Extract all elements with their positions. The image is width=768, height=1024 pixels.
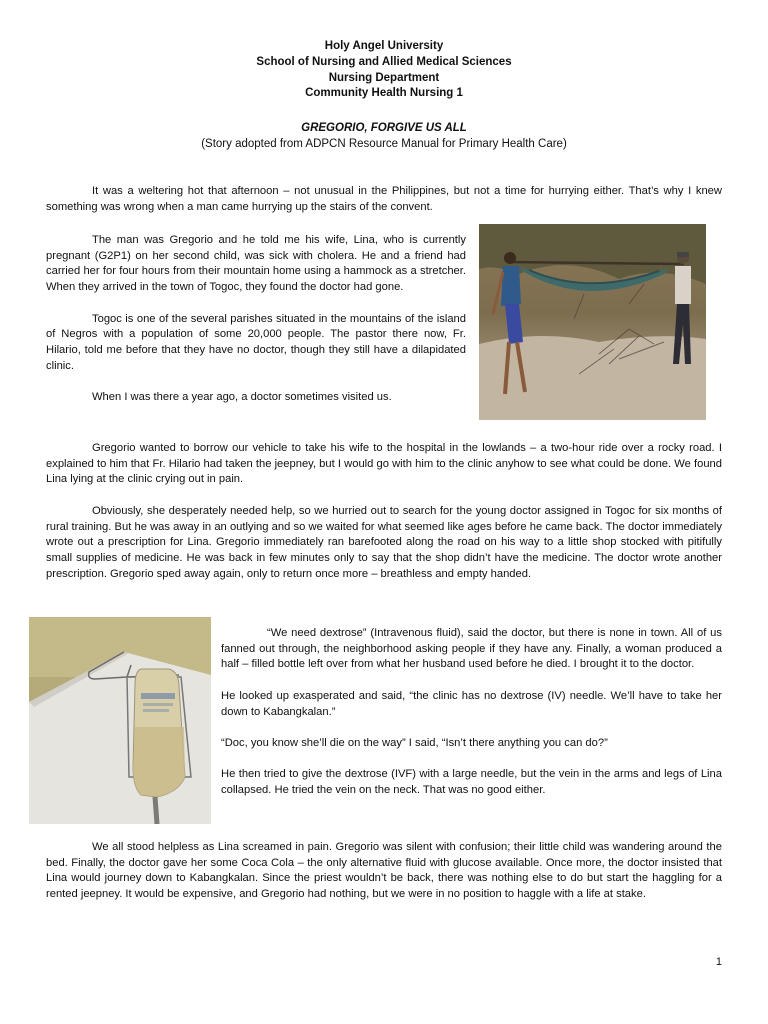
story-heading <box>0 120 768 152</box>
paragraph-9: “Doc, you know she’ll die on the way” I said, “Isn’t there anything you can do?” <box>221 736 608 749</box>
university-name: Holy Angel University <box>324 40 444 52</box>
story-title: GREGORIO, FORGIVE US ALL <box>301 122 467 134</box>
paragraph-block <box>46 441 722 582</box>
paragraph-2: The man was Gregorio and he told me his wife, Lina, who is currently pregnant (G2P1) on her second child, was sick with cholera. He and a friend had carried her for four hours from their mountain home using a hammock as a stretcher. When they arrived in the town of Togoc, they found the doctor had gone. <box>46 234 466 294</box>
paragraph-1: It was a weltering hot that afternoon – not unusual in the Philippines, but not a time for hurrying either. That’s why I knew something was wrong when a man came hurrying up the stairs of the convent. <box>46 185 722 213</box>
paragraph-block <box>221 626 722 799</box>
page-number: 1 <box>715 956 722 968</box>
paragraph-7: “We need dextrose” (Intravenous fluid), said the doctor, but there is none in town. All of us fanned out through, the neighborhood asking people if they have any. Finally, a woman produced a half – filled bottle left over from what her husband used before he died. I brought it to the doctor. <box>221 627 722 671</box>
iv-bag-photo <box>29 617 211 824</box>
paragraph-10: He then tried to give the dextrose (IVF) with a large needle, but the vein in the arms and legs of Lina collapsed. He tried the vein on the neck. That was no good either. <box>221 768 722 796</box>
department-name: Nursing Department <box>328 71 440 84</box>
paragraph-block <box>46 840 722 903</box>
story-source: (Story adopted from ADPCN Resource Manual for Primary Health Care) <box>201 138 567 150</box>
paragraph-block <box>46 233 466 406</box>
paragraph-5: Gregorio wanted to borrow our vehicle to take his wife to the hospital in the lowlands – a two-hour ride over a rocky road. I explained to him that Fr. Hilario had taken the jeepney, but I would go with him to the clinic anyhow to see what could be done. We found Lina lying at the clinic crying out in pain. <box>46 442 722 486</box>
paragraph-11: We all stood helpless as Lina screamed in pain. Gregorio was silent with confusion; their little child was wandering around the bed. Finally, the doctor gave her some Coca Cola – the only alternative fluid with glucose available. Once more, the doctor insisted that Lina would journey down to Kabangkalan. Since the priest wouldn’t be back, there was nothing else to do but start the haggling for a rented jeepney. It would be expensive, and Gregorio had nothing, but we were in no position to haggle with a life at stake. <box>46 841 722 901</box>
paragraph-block <box>46 184 722 215</box>
paragraph-8: He looked up exasperated and said, “the clinic has no dextrose (IV) needle. We’ll have to take her down to Kabangkalan.” <box>221 689 722 718</box>
school-name: School of Nursing and Allied Medical Sciences <box>256 55 512 68</box>
hammock-stretcher-photo <box>479 224 706 420</box>
course-name: Community Health Nursing 1 <box>305 87 463 100</box>
paragraph-6: Obviously, she desperately needed help, so we hurried out to search for the young doctor assigned in Togoc for six months of rural training. But he was away in an outlying and so we waited for what seemed like ages before he came back. The doctor immediately wrote out a prescription for Lina. Gregorio immediately ran barefooted along the road on his way to a little shop stocked with pitifully small supplies of medicine. He was back in few minutes only to say that the shop didn’t have the medicine. The doctor wrote another prescription. Gregorio sped away again, only to return once more – breathless and empty handed. <box>46 504 722 580</box>
document-header <box>0 39 768 102</box>
paragraph-4: When I was there a year ago, a doctor sometimes visited us. <box>92 391 392 403</box>
paragraph-3: Togoc is one of the several parishes situated in the mountains of the island of Negros with a population of some 20,000 people. The pastor there now, Fr. Hilario, told me before that they have no doctor, though they still have a dilapidated clinic. <box>46 312 466 372</box>
